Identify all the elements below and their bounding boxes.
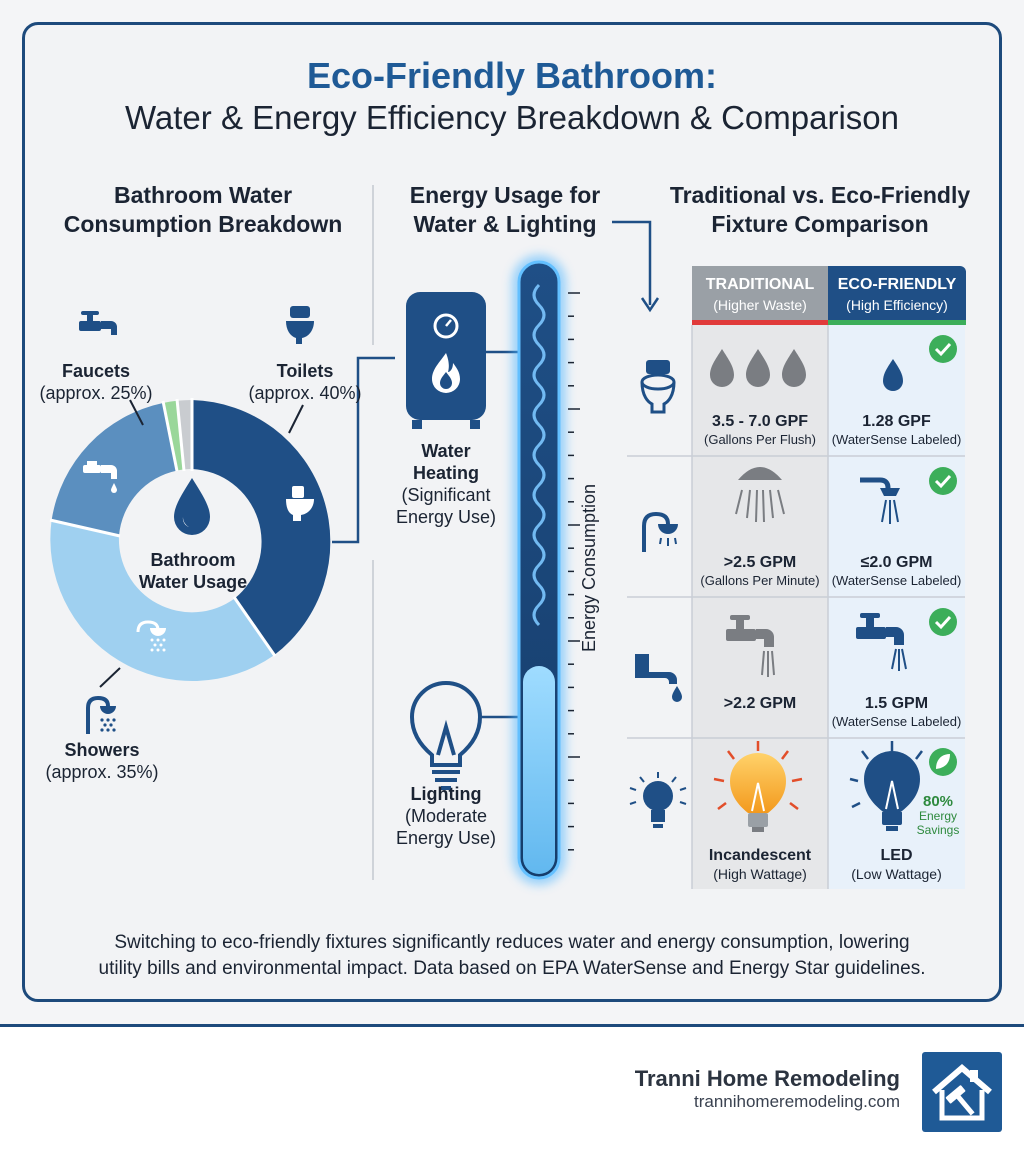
eco-value: 1.28 GPF [862, 413, 931, 430]
toilet-icon [642, 360, 674, 412]
savings-percent: 80% [922, 793, 954, 810]
table-cell-traditional [692, 847, 828, 883]
faucets-label [32, 360, 160, 404]
lighting-detail1: (Moderate [404, 806, 488, 826]
energy-title-line2: Water & Lighting [413, 211, 597, 237]
eco-note: (WaterSense Labeled) [831, 432, 962, 447]
light-bulb-icon [412, 683, 480, 788]
shower-icon [644, 514, 678, 552]
table-cell-eco [828, 554, 965, 590]
shower-icon [88, 698, 116, 734]
eco-note: (WaterSense Labeled) [831, 714, 962, 729]
donut-center-label [118, 549, 268, 593]
traditional-value: Incandescent [708, 847, 812, 864]
faucet-icon [635, 654, 682, 702]
traditional-note: (High Wattage) [713, 866, 807, 882]
brand-name: Tranni Home Remodeling [634, 1066, 900, 1091]
toilets-name: Toilets [276, 361, 334, 381]
brand-url[interactable]: trannihomeremodeling.com [694, 1092, 900, 1111]
eco-value: LED [880, 847, 913, 864]
savings-line2: Savings [916, 823, 960, 837]
traditional-value: >2.2 GPM [723, 695, 797, 712]
table-cell-eco [828, 847, 965, 883]
eco-note: (WaterSense Labeled) [831, 573, 962, 588]
water-donut-chart [50, 398, 330, 681]
traditional-note: (Gallons Per Minute) [700, 573, 820, 588]
eco-value: 1.5 GPM [864, 695, 929, 712]
light-bulb-icon [630, 772, 686, 828]
summary-line1: Switching to eco-friendly fixtures significantly reduces water and energy consumption, lowering [114, 932, 910, 953]
toilet-icon [286, 306, 314, 344]
showers-name: Showers [64, 740, 140, 760]
check-icon [929, 335, 957, 363]
faucet-icon [79, 311, 117, 335]
page-title: Eco-Friendly Bathroom: [306, 55, 718, 96]
eco-header [828, 266, 966, 322]
water-heater-icon [406, 292, 486, 429]
table-cell-eco [828, 413, 965, 449]
traditional-value: 3.5 - 7.0 GPF [711, 413, 809, 430]
check-icon [929, 608, 957, 636]
showers-label [40, 739, 164, 783]
eco-value: ≤2.0 GPM [860, 554, 933, 571]
faucets-name: Faucets [61, 361, 131, 381]
house-hammer-logo [922, 1052, 1002, 1132]
lighting-detail2: Energy Use) [395, 828, 497, 848]
energy-axis-label: Energy Consumption [579, 483, 599, 653]
savings-line1: Energy [918, 809, 958, 823]
water-title-line1: Bathroom Water [113, 182, 293, 208]
table-cell-eco [828, 695, 965, 731]
traditional-value: >2.5 GPM [723, 554, 797, 571]
water-heating-name2: Heating [412, 463, 479, 483]
water-heating-detail1: (Significant [401, 485, 491, 505]
showers-share: (approx. 35%) [45, 762, 159, 782]
water-title-line2: Consumption Breakdown [63, 211, 343, 237]
toilets-share: (approx. 40%) [248, 383, 362, 403]
energy-savings-badge [914, 795, 962, 837]
table-cell-traditional [692, 554, 828, 590]
center-line2: Water Usage [138, 572, 248, 592]
leaf-icon [929, 748, 957, 776]
page-subtitle: Water & Energy Efficiency Breakdown & Comparison [124, 99, 899, 136]
toilets-label [246, 360, 364, 404]
traditional-header [692, 266, 828, 322]
table-cell-traditional [692, 695, 828, 713]
water-heating-label [386, 440, 506, 528]
water-heating-name1: Water [421, 441, 471, 461]
faucets-share: (approx. 25%) [39, 383, 153, 403]
summary-line2: utility bills and environmental impact. Data based on EPA WaterSense and Energy Star guidelines. [98, 958, 926, 979]
water-drop-icon [710, 349, 806, 387]
check-icon [929, 467, 957, 495]
traditional-header-sub: (Higher Waste) [713, 297, 807, 313]
lighting-label [386, 783, 506, 849]
eco-note: (Low Wattage) [851, 866, 942, 882]
traditional-header-title: TRADITIONAL [705, 276, 815, 293]
lighting-name: Lighting [410, 784, 482, 804]
table-cell-traditional [692, 413, 828, 449]
water-heating-detail2: Energy Use) [395, 507, 497, 527]
water-drop-icon [174, 478, 210, 535]
comparison-title-line2: Fixture Comparison [711, 211, 929, 237]
energy-title-line1: Energy Usage for [409, 182, 601, 208]
traditional-note: (Gallons Per Flush) [704, 432, 816, 447]
energy-consumption-bar [512, 255, 566, 885]
center-line1: Bathroom [150, 550, 236, 570]
comparison-title-line1: Traditional vs. Eco-Friendly [669, 182, 971, 208]
eco-header-title: ECO-FRIENDLY [837, 276, 957, 293]
summary-text [40, 930, 984, 982]
eco-header-sub: (High Efficiency) [846, 297, 948, 313]
